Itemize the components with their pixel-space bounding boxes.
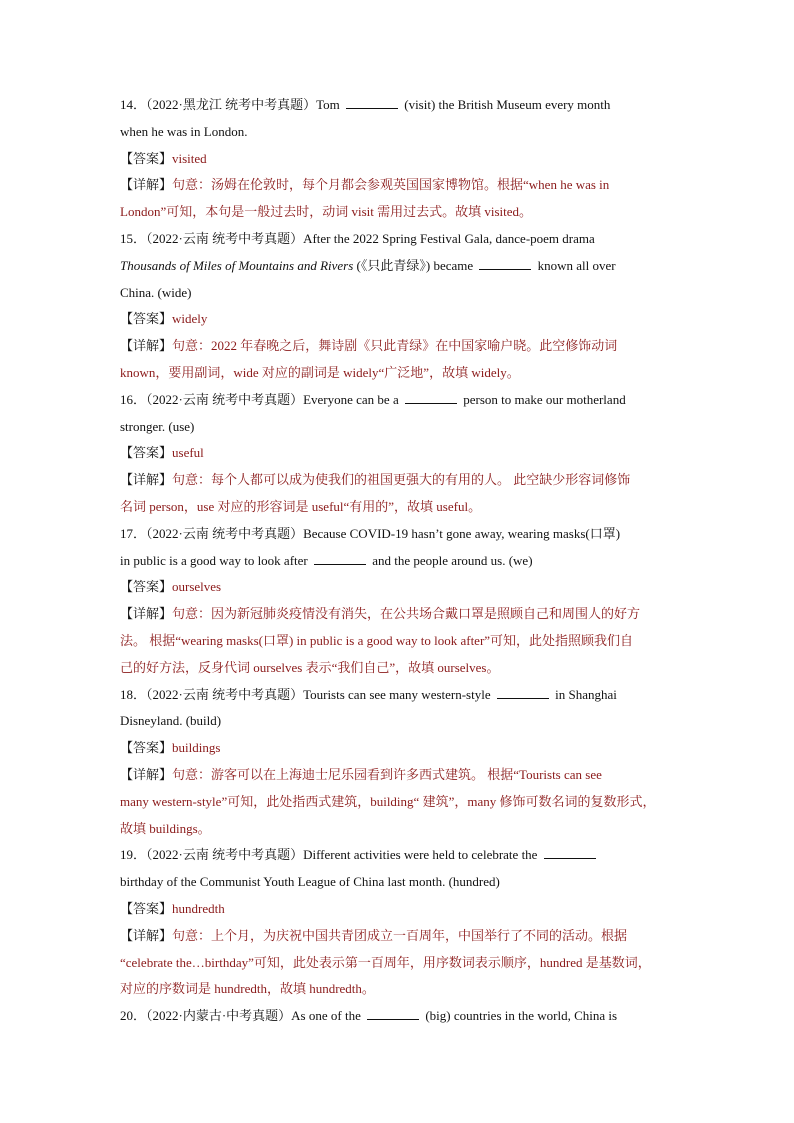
explanation-16-line-1: 【详解】句意：每个人都可以成为使我们的祖国更强大的有用的人。 此空缺少形容词修饰 — [120, 472, 631, 488]
answer-blank — [405, 391, 457, 404]
answer-blank — [544, 846, 596, 859]
answer-16: 【答案】useful — [120, 445, 204, 461]
question-18-line-2: Disneyland. (build) — [120, 713, 222, 729]
question-14-line-1: 14．（2022·黑龙江 统考中考真题）Tom (visit) the British Museum every month — [120, 97, 611, 112]
explanation-19-line-3: 对应的序数词是 hundredth，故填 hundredth。 — [120, 981, 375, 997]
explanation-14-line-2: London”可知，本句是一般过去时，动词 visit 需用过去式。故填 visited。 — [120, 204, 533, 220]
answer-14: 【答案】visited — [120, 150, 207, 166]
question-20-line-1: 20．（2022·内蒙古·中考真题）As one of the (big) countries in the world, China is — [120, 1008, 618, 1024]
question-15-line-3: China. (wide) — [120, 284, 192, 300]
question-18-line-1: 18．（2022·云南 统考中考真题）Tourists can see many western-style in Shanghai — [120, 686, 617, 702]
explanation-17-line-2: 法。 根据“wearing masks(口罩) in public is a good way to look after”可知，此处指照顾我们自 — [120, 632, 634, 648]
question-15-line-2: Thousands of Miles of Mountains and Rivers (《只此青绿》) became known all over — [120, 257, 616, 273]
explanation-18-line-3: 故填 buildings。 — [120, 820, 211, 836]
answer-blank — [314, 552, 366, 565]
answer-blank — [479, 257, 531, 270]
explanation-19-line-1: 【详解】句意：上个月，为庆祝中国共青团成立一百周年，中国举行了不同的活动。根据 — [120, 927, 628, 943]
answer-15: 【答案】widely — [120, 311, 208, 327]
explanation-14-line-1: 【详解】句意：汤姆在伦敦时，每个月都会参观英国国家博物馆。根据“when he was in — [120, 177, 610, 193]
explanation-16-line-2: 名词 person，use 对应的形容词是 useful“有用的”，故填 useful。 — [120, 498, 482, 514]
explanation-17-line-3: 己的好方法，反身代词 ourselves 表示“我们自己”，故填 ourselves。 — [120, 659, 500, 675]
explanation-19-line-2: “celebrate the…birthday”可知，此处表示第一百周年，用序数词表示顺序，hundred 是基数词， — [120, 954, 651, 970]
explanation-15-line-1: 【详解】句意：2022 年春晚之后，舞诗剧《只此青绿》在中国家喻户晓。此空修饰动词 — [120, 338, 618, 354]
question-16-line-2: stronger. (use) — [120, 418, 195, 434]
explanation-18-line-1: 【详解】句意：游客可以在上海迪士尼乐园看到许多西式建筑。 根据“Tourists can see — [120, 766, 602, 782]
answer-blank — [497, 686, 549, 699]
question-17-line-1: 17．（2022·云南 统考中考真题）Because COVID-19 hasn’t gone away, wearing masks(口罩) — [120, 525, 621, 541]
question-16-line-1: 16．（2022·云南 统考中考真题）Everyone can be a person to make our motherland — [120, 391, 626, 407]
answer-19: 【答案】hundredth — [120, 900, 225, 916]
answer-18: 【答案】buildings — [120, 740, 221, 756]
explanation-17-line-1: 【详解】句意：因为新冠肺炎疫情没有消失，在公共场合戴口罩是照顾自己和周围人的好方 — [120, 606, 641, 622]
question-15-line-1: 15．（2022·云南 统考中考真题）After the 2022 Spring Festival Gala, dance-poem drama — [120, 230, 595, 246]
explanation-15-line-2: known，要用副词，wide 对应的副词是 widely“广泛地”，故填 widely。 — [120, 364, 520, 380]
document-page — [120, 92, 678, 1030]
question-14-line-2: when he was in London. — [120, 123, 248, 139]
question-19-line-2: birthday of the Communist Youth League of China last month. (hundred) — [120, 874, 500, 890]
explanation-18-line-2: many western-style”可知，此处指西式建筑，building“ 建筑”，many 修饰可数名词的复数形式， — [120, 793, 656, 809]
answer-blank — [346, 96, 398, 109]
question-19-line-1: 19．（2022·云南 统考中考真题）Different activities were held to celebrate the — [120, 842, 678, 869]
answer-blank — [367, 1007, 419, 1020]
answer-17: 【答案】ourselves — [120, 579, 222, 595]
question-17-line-2: in public is a good way to look after and the people around us. (we) — [120, 552, 533, 568]
